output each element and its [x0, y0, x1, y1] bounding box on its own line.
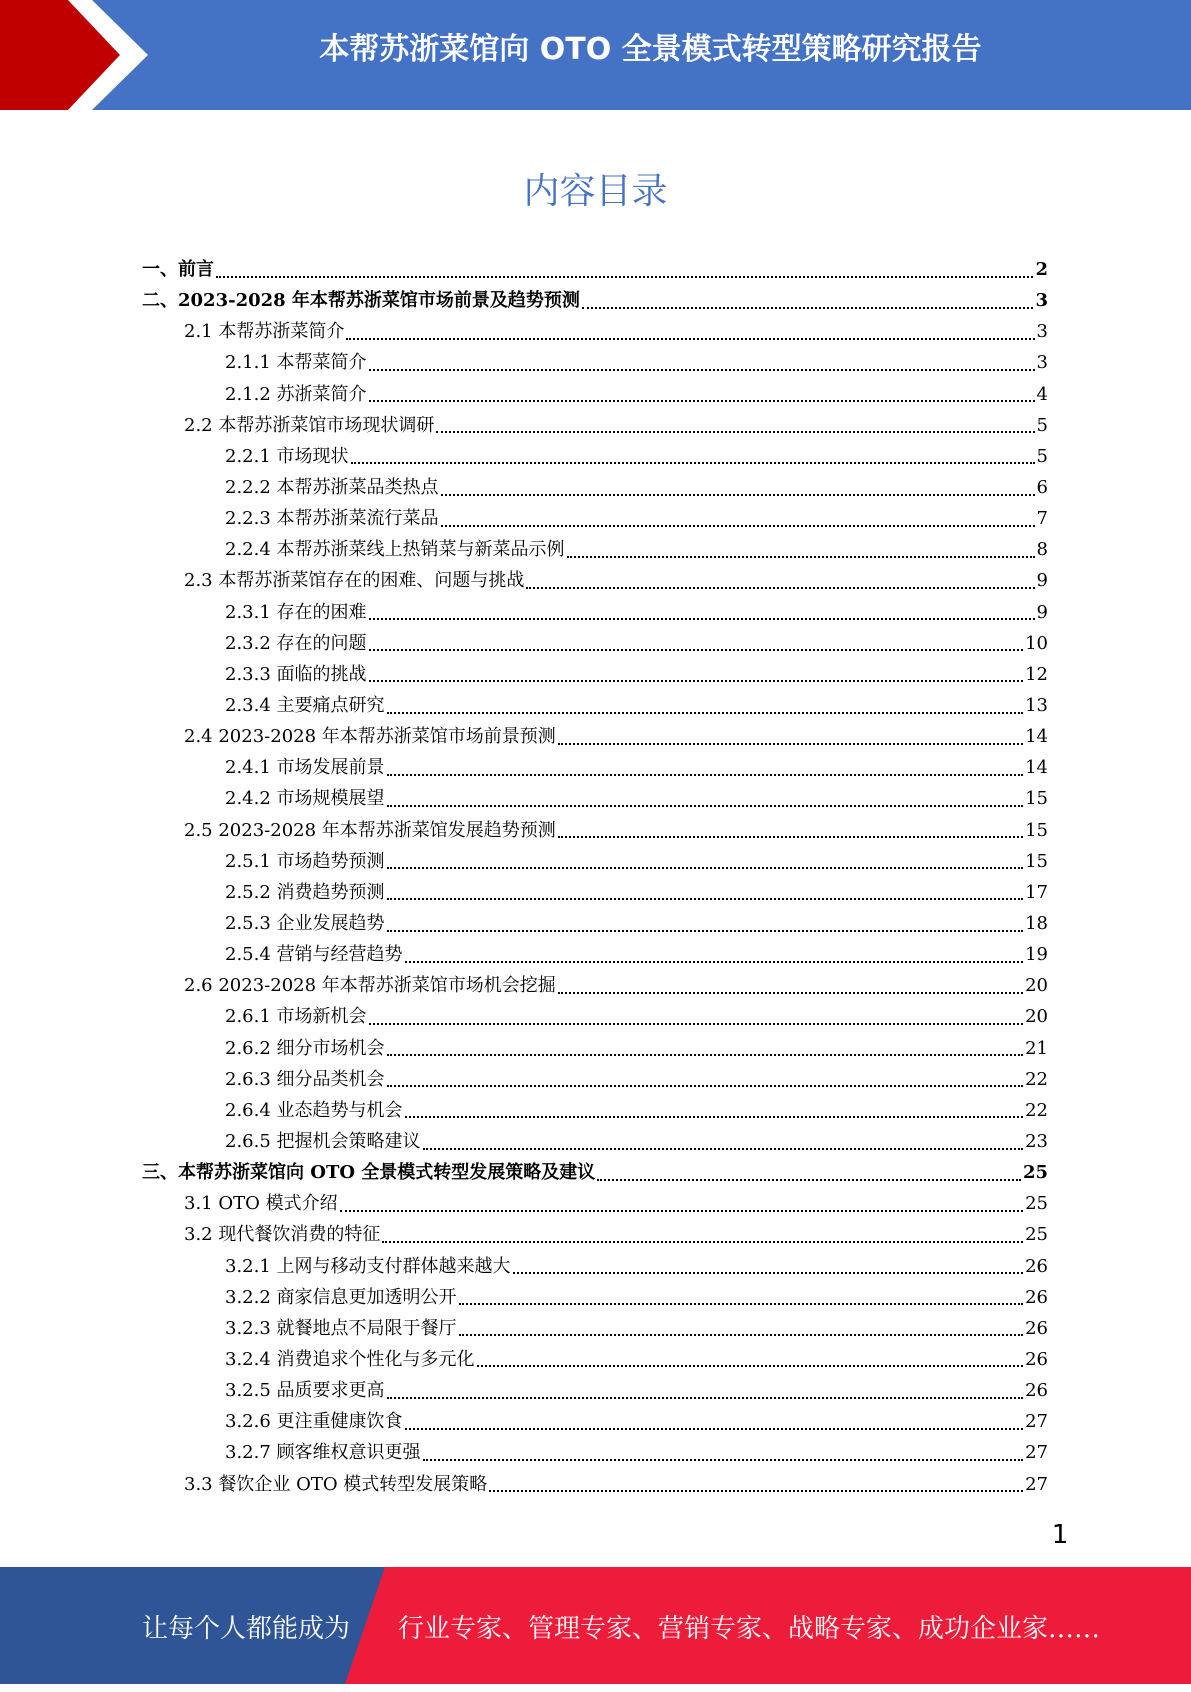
toc-entry-label: 2.2 本帮苏浙菜馆市场现状调研 — [184, 414, 435, 436]
toc-entry-label: 2.6.3 细分品类机会 — [225, 1068, 385, 1090]
toc-entry-page: 3 — [1035, 290, 1048, 312]
toc-entry-page: 26 — [1025, 1255, 1048, 1277]
toc-entry[interactable] — [142, 1437, 1048, 1468]
toc-entry[interactable] — [142, 379, 1048, 410]
toc-entry[interactable] — [142, 534, 1048, 565]
toc-entry[interactable] — [142, 970, 1048, 1001]
toc-leader-dots — [340, 1210, 1024, 1212]
toc-entry[interactable] — [142, 1375, 1048, 1406]
toc-entry[interactable] — [142, 846, 1048, 877]
toc-entry-label: 2.3.3 面临的挑战 — [225, 663, 367, 685]
toc-entry-page: 9 — [1036, 601, 1048, 623]
toc-leader-dots — [558, 992, 1023, 994]
toc-leader-dots — [387, 898, 1024, 900]
toc-entry-label: 三、本帮苏浙菜馆向 OTO 全景模式转型发展策略及建议 — [142, 1162, 596, 1184]
toc-leader-dots — [369, 400, 1035, 402]
toc-entry[interactable] — [142, 1251, 1048, 1282]
toc-entry-page: 13 — [1025, 695, 1048, 717]
toc-entry[interactable] — [142, 565, 1048, 596]
toc-entry-page: 3 — [1036, 352, 1048, 374]
toc-leader-dots — [441, 494, 1035, 496]
toc-entry[interactable] — [142, 752, 1048, 783]
toc-leader-dots — [513, 1272, 1024, 1274]
toc-leader-dots — [423, 1148, 1024, 1150]
toc-leader-dots — [387, 1397, 1024, 1399]
toc-entry[interactable] — [142, 1064, 1048, 1095]
toc-leader-dots — [526, 587, 1034, 589]
toc-leader-dots — [369, 1023, 1024, 1025]
toc-leader-dots — [387, 1085, 1024, 1087]
toc-entry[interactable] — [142, 1157, 1048, 1188]
toc-entry-page: 23 — [1025, 1131, 1048, 1152]
toc-entry-label: 3.2.6 更注重健康饮食 — [225, 1411, 403, 1433]
toc-entry-label: 2.1 本帮苏浙菜简介 — [184, 321, 345, 343]
toc-entry-label: 3.2 现代餐饮消费的特征 — [184, 1224, 381, 1246]
toc-entry-label: 3.2.4 消费追求个性化与多元化 — [225, 1348, 475, 1370]
toc-leader-dots — [369, 618, 1035, 620]
toc-entry-label: 3.2.2 商家信息更加透明公开 — [225, 1286, 457, 1308]
toc-entry-page: 7 — [1036, 508, 1048, 530]
toc-entry-label: 3.3 餐饮企业 OTO 模式转型发展策略 — [184, 1473, 488, 1495]
toc-leader-dots — [441, 525, 1035, 527]
toc-entry-page: 8 — [1036, 539, 1048, 561]
toc-entry-label: 2.6.2 细分市场机会 — [225, 1037, 385, 1059]
toc-leader-dots — [387, 1054, 1024, 1056]
toc-entry[interactable] — [142, 254, 1048, 285]
toc-entry-page: 20 — [1025, 975, 1048, 997]
toc-entry[interactable] — [142, 815, 1048, 846]
toc-entry[interactable] — [142, 410, 1048, 441]
toc-entry-label: 2.6.1 市场新机会 — [225, 1006, 367, 1028]
toc-leader-dots — [489, 1490, 1023, 1492]
toc-entry[interactable] — [142, 1126, 1048, 1157]
footer-banner — [0, 1567, 1191, 1684]
toc-leader-dots — [477, 1365, 1024, 1367]
toc-entry-page: 22 — [1025, 1068, 1048, 1090]
toc-entry-label: 2.2.2 本帮苏浙菜品类热点 — [225, 477, 439, 499]
toc-entry-label: 2.4.2 市场规模展望 — [225, 788, 385, 810]
toc-entry-page: 18 — [1025, 913, 1048, 935]
toc-entry[interactable] — [142, 908, 1048, 939]
toc-entry[interactable] — [142, 472, 1048, 503]
toc-entry-label: 2.6.4 业态趋势与机会 — [225, 1099, 403, 1121]
toc-entry-page: 25 — [1025, 1193, 1048, 1215]
page-number: 1 — [1051, 1520, 1069, 1550]
toc-entry[interactable] — [142, 1468, 1048, 1499]
toc-entry-label: 2.2.3 本帮苏浙菜流行菜品 — [225, 508, 439, 530]
toc-entry-page: 2 — [1035, 259, 1048, 281]
header-banner — [0, 0, 1191, 110]
report-title: 本帮苏浙菜馆向 OTO 全景模式转型策略研究报告 — [319, 32, 982, 67]
toc-entry-page: 25 — [1025, 1224, 1048, 1246]
toc-entry-page: 27 — [1025, 1473, 1048, 1495]
toc-heading: 内容目录 — [523, 171, 668, 212]
toc-leader-dots — [387, 805, 1024, 807]
toc-entry-label: 3.2.3 就餐地点不局限于餐厅 — [225, 1317, 457, 1339]
toc-entry-page: 12 — [1025, 663, 1048, 685]
toc-entry-label: 2.3 本帮苏浙菜馆存在的困难、问题与挑战 — [184, 570, 525, 592]
toc-entry[interactable] — [142, 659, 1048, 690]
toc-entry[interactable] — [142, 285, 1048, 316]
toc-leader-dots — [405, 1116, 1024, 1118]
toc-entry-label: 2.2.4 本帮苏浙菜线上热销菜与新菜品示例 — [225, 539, 565, 561]
toc-entry-label: 2.5 2023-2028 年本帮苏浙菜馆发展趋势预测 — [184, 819, 556, 841]
toc-entry-label: 2.1.2 苏浙菜简介 — [225, 383, 367, 405]
toc-leader-dots — [597, 1179, 1021, 1181]
toc-entry[interactable] — [142, 1095, 1048, 1126]
toc-entry-label: 3.2.7 顾客维权意识更强 — [225, 1442, 421, 1464]
toc-entry-page: 26 — [1025, 1348, 1048, 1370]
toc-entry-label: 二、2023-2028 年本帮苏浙菜馆市场前景及趋势预测 — [142, 290, 580, 312]
toc-entry-label: 2.3.2 存在的问题 — [225, 632, 367, 654]
toc-entry[interactable] — [142, 721, 1048, 752]
toc-entry[interactable] — [142, 1406, 1048, 1437]
toc-entry-label: 2.3.4 主要痛点研究 — [225, 695, 385, 717]
toc-leader-dots — [558, 836, 1023, 838]
toc-entry-label: 一、前言 — [142, 259, 214, 281]
toc-entry-label: 3.2.1 上网与移动支付群体越来越大 — [225, 1255, 511, 1277]
toc-entry-page: 17 — [1025, 881, 1048, 903]
toc-entry-page: 15 — [1025, 850, 1048, 872]
toc-entry[interactable] — [142, 1033, 1048, 1064]
toc-entry[interactable] — [142, 503, 1048, 534]
toc-entry[interactable] — [142, 441, 1048, 472]
toc-entry-page: 4 — [1036, 383, 1048, 405]
toc-entry-page: 14 — [1025, 726, 1048, 748]
toc-entry[interactable] — [142, 1188, 1048, 1219]
toc-entry-page: 14 — [1025, 757, 1048, 779]
toc-entry-page: 19 — [1025, 944, 1048, 966]
toc-entry-page: 6 — [1036, 477, 1048, 499]
toc-leader-dots — [459, 1303, 1024, 1305]
toc-entry[interactable] — [142, 877, 1048, 908]
toc-entry-page: 9 — [1036, 570, 1048, 592]
footer-slogan-right: 行业专家、管理专家、营销专家、战略专家、成功企业家…… — [398, 1614, 1101, 1644]
toc-leader-dots — [387, 712, 1024, 714]
toc-entry-page: 26 — [1025, 1317, 1048, 1339]
toc-entry[interactable] — [142, 316, 1048, 347]
toc-entry-label: 2.5.4 营销与经营趋势 — [225, 944, 403, 966]
toc-entry-label: 2.4 2023-2028 年本帮苏浙菜馆市场前景预测 — [184, 726, 556, 748]
toc-leader-dots — [558, 743, 1023, 745]
footer-slogan-left: 让每个人都能成为 — [142, 1614, 351, 1644]
toc-entry-label: 2.5.3 企业发展趋势 — [225, 913, 385, 935]
toc-leader-dots — [346, 338, 1034, 340]
toc-entry[interactable] — [142, 628, 1048, 659]
toc-entry-label: 2.4.1 市场发展前景 — [225, 757, 385, 779]
toc-entry-page: 26 — [1025, 1286, 1048, 1308]
toc-entry-page: 25 — [1022, 1162, 1048, 1184]
toc-entry[interactable] — [142, 1282, 1048, 1313]
toc-entry[interactable] — [142, 1313, 1048, 1344]
toc-entry-page: 20 — [1025, 1006, 1048, 1028]
toc-leader-dots — [369, 369, 1035, 371]
toc-entry-page: 15 — [1025, 788, 1048, 810]
toc-leader-dots — [382, 1241, 1023, 1243]
toc-entry[interactable] — [142, 1219, 1048, 1250]
toc-leader-dots — [387, 930, 1024, 932]
toc-entry-label: 2.6 2023-2028 年本帮苏浙菜馆市场机会挖掘 — [184, 975, 556, 997]
toc-entry-page: 15 — [1025, 819, 1048, 841]
toc-entry-label: 2.2.1 市场现状 — [225, 445, 349, 467]
toc-leader-dots — [582, 307, 1034, 309]
toc-leader-dots — [405, 1428, 1024, 1430]
toc-entry-page: 3 — [1036, 321, 1048, 343]
toc-entry-label: 2.1.1 本帮菜简介 — [225, 352, 367, 374]
toc-entry-page: 10 — [1025, 632, 1048, 654]
toc-entry-page: 21 — [1025, 1037, 1048, 1059]
toc-entry-label: 3.2.5 品质要求更高 — [225, 1380, 385, 1402]
toc-entry-page: 5 — [1036, 414, 1048, 436]
toc-entry[interactable] — [142, 783, 1048, 814]
toc-entry[interactable] — [142, 1001, 1048, 1032]
table-of-contents — [142, 254, 1048, 1500]
toc-entry-page: 22 — [1025, 1099, 1048, 1121]
toc-entry-label: 2.6.5 把握机会策略建议 — [225, 1131, 421, 1152]
toc-leader-dots — [387, 774, 1024, 776]
toc-entry[interactable] — [142, 939, 1048, 970]
toc-leader-dots — [423, 1459, 1024, 1461]
toc-leader-dots — [216, 276, 1033, 278]
toc-entry-page: 26 — [1025, 1380, 1048, 1402]
toc-leader-dots — [387, 867, 1024, 869]
toc-entry-page: 5 — [1036, 445, 1048, 467]
toc-leader-dots — [369, 649, 1024, 651]
toc-entry[interactable] — [142, 597, 1048, 628]
toc-entry-label: 2.5.1 市场趋势预测 — [225, 850, 385, 872]
toc-leader-dots — [369, 680, 1024, 682]
toc-entry-page: 27 — [1025, 1442, 1048, 1464]
toc-leader-dots — [459, 1334, 1024, 1336]
toc-entry[interactable] — [142, 690, 1048, 721]
toc-entry-label: 3.1 OTO 模式介绍 — [184, 1193, 338, 1215]
toc-leader-dots — [405, 961, 1024, 963]
toc-entry-page: 27 — [1025, 1411, 1048, 1433]
toc-entry-label: 2.5.2 消费趋势预测 — [225, 881, 385, 903]
toc-leader-dots — [436, 431, 1034, 433]
toc-leader-dots — [351, 462, 1035, 464]
toc-entry[interactable] — [142, 347, 1048, 378]
toc-leader-dots — [567, 556, 1035, 558]
toc-entry-label: 2.3.1 存在的困难 — [225, 601, 367, 623]
toc-entry[interactable] — [142, 1344, 1048, 1375]
